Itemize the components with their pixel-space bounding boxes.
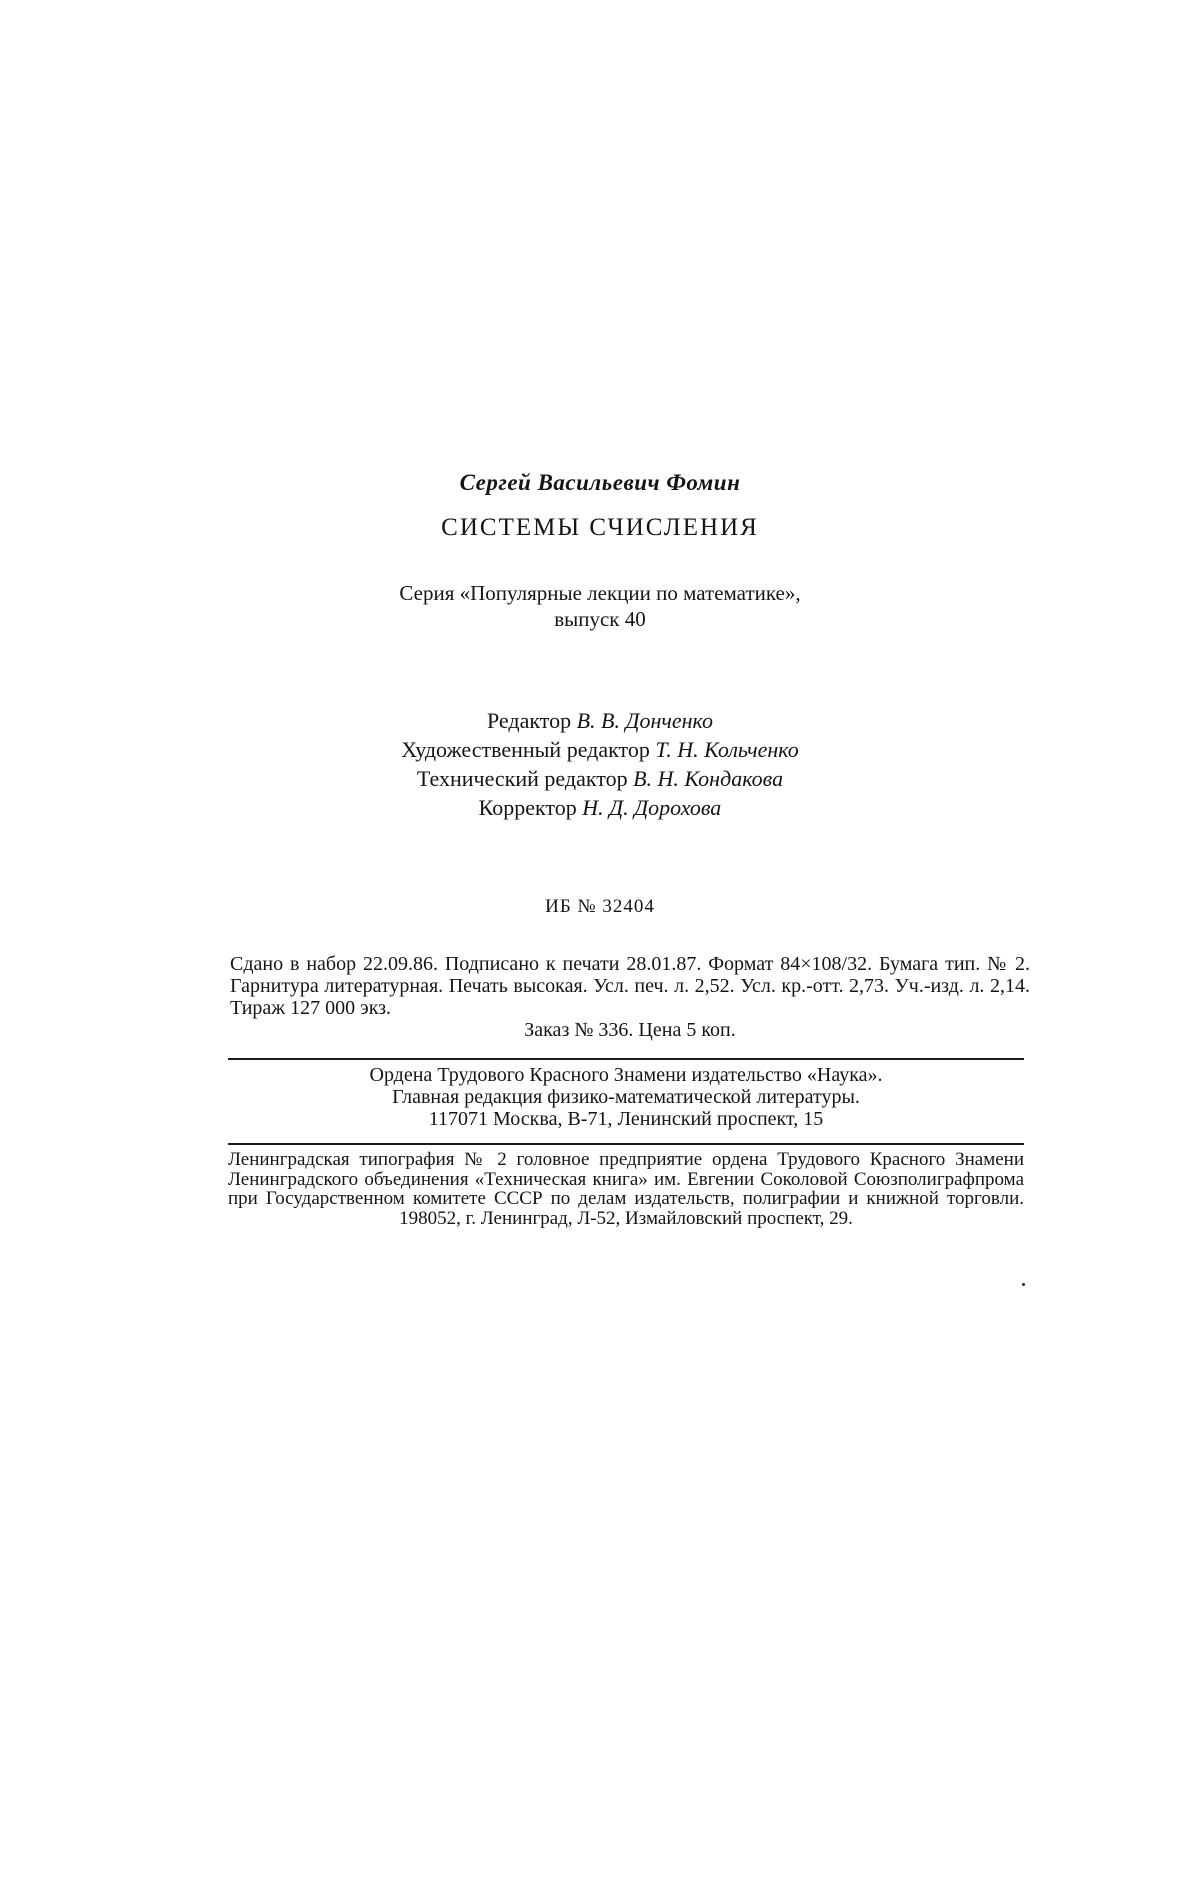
staff-role: Корректор (478, 795, 577, 820)
staff-line-editor (0, 706, 1200, 735)
staff-line-proofreader (0, 793, 1200, 822)
staff-line-art-editor (0, 735, 1200, 764)
printing-details (230, 953, 1030, 1041)
staff-name: В. В. Донченко (576, 708, 714, 733)
staff-name: Н. Д. Дорохова (582, 795, 722, 820)
staff-role: Технический редактор (416, 766, 628, 791)
staff-credits (0, 706, 1200, 822)
series-line: Серия «Популярные лекции по математике», (399, 581, 801, 605)
staff-line-tech-editor (0, 764, 1200, 793)
publisher-info (228, 1064, 1024, 1130)
printing-text: Сдано в набор 22.09.86. Подписано к печати 28.01.87. Формат 84×108/32. Бумага тип. № 2. Гарнитура литературная. Печать высокая. Усл. печ. л. 2,52. Усл. кр.-отт. 2,73. Уч.-изд. л. 2,14. Тираж 127 000 экз. (230, 953, 1030, 1019)
publisher-line: Главная редакция физико-математической литературы. (392, 1086, 860, 1108)
staff-name: В. Н. Кондакова (633, 766, 784, 791)
series-info (0, 580, 1200, 632)
book-title: СИСТЕМЫ СЧИСЛЕНИЯ (441, 514, 759, 541)
staff-role: Художественный редактор (401, 737, 650, 762)
typography-info: Ленинградская типография № 2 головное предприятие ордена Трудового Красного Знамени Ленинградского объединения «Техническая книга» им. Евгении Соколовой Союзполиграфпрома при Государственном комитете СССР по делам издательств, полиграфии и книжной торговли. 198052, г. Ленинград, Л-52, Измайловский проспект, 29. (228, 1149, 1024, 1229)
staff-role: Редактор (486, 708, 572, 733)
series-issue: выпуск 40 (554, 607, 646, 631)
publisher-line: Ордена Трудового Красного Знамени издательство «Наука». (369, 1064, 883, 1086)
order-price: Заказ № 336. Цена 5 коп. (524, 1019, 736, 1041)
author-name: Сергей Васильевич Фомин (459, 470, 741, 495)
print-speck (1022, 1283, 1025, 1286)
divider-rule (228, 1058, 1024, 1060)
ib-number: ИБ № 32404 (545, 896, 655, 917)
staff-name: Т. Н. Кольченко (655, 737, 799, 762)
divider-rule (228, 1143, 1024, 1145)
publisher-address: 117071 Москва, В-71, Ленинский проспект, 15 (428, 1108, 824, 1130)
